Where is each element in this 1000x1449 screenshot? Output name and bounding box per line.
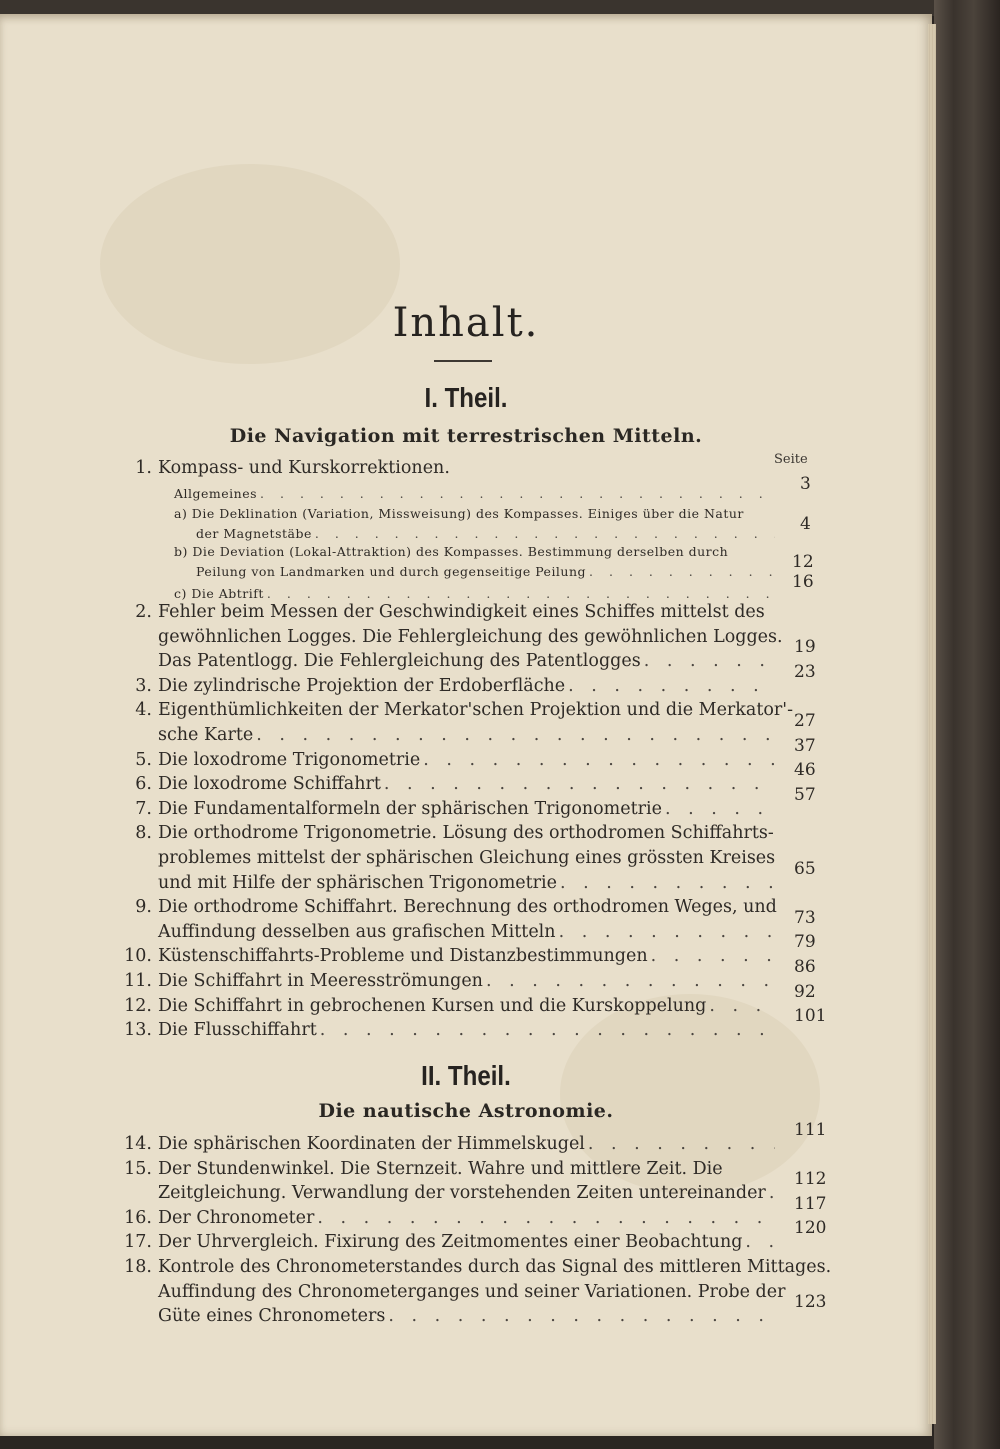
subentry-text: b) Die Deviation (Lokal-Attraktion) des Kompasses. Bestimmung derselben durch — [174, 544, 729, 559]
toc-entry — [124, 1207, 778, 1228]
page-number: 86 — [794, 957, 816, 977]
entry-number: 7. — [135, 798, 152, 819]
entry-title: sche Karte — [158, 725, 254, 745]
entry-title: gewöhnlichen Logges. Die Fehlergleichung des gewöhnlichen Logges. — [158, 626, 783, 647]
entry-title: Die orthodrome Trigonometrie. Lösung des orthodromen Schiffahrts- — [158, 823, 774, 844]
leader-dots — [745, 1232, 775, 1252]
page-number: 117 — [794, 1193, 827, 1214]
title-rule — [434, 360, 492, 362]
toc-entry — [135, 823, 778, 844]
toc-entry — [135, 675, 778, 696]
entry-title: Fehler beim Messen der Geschwindigkeit eines Schiffes mittelst des — [158, 602, 765, 622]
page-number: 101 — [794, 1006, 827, 1027]
toc-entry — [124, 1232, 778, 1253]
toc-entry-cont — [158, 651, 778, 671]
entry-number: 9. — [135, 897, 152, 918]
page-number: 46 — [794, 760, 816, 781]
subentry-text: a) Die Deklination (Variation, Missweisung) des Kompasses. Einiges über die Natur — [174, 506, 744, 521]
entry-number: 13. — [124, 1020, 152, 1041]
toc-entry — [124, 1020, 778, 1041]
entry-number: 8. — [135, 823, 152, 844]
entry-number: 2. — [135, 602, 152, 622]
page-number: 4 — [800, 514, 811, 534]
entry-title: Güte eines Chronometers — [158, 1306, 386, 1327]
leader-dots — [486, 971, 775, 991]
seite-label: Seite — [774, 452, 808, 467]
leader-dots — [568, 676, 775, 696]
entry-title: problemes mittelst der sphärischen Gleichung eines grössten Kreises — [158, 848, 776, 868]
page-number: 37 — [794, 735, 816, 756]
part-1-heading: I. Theil. — [424, 382, 508, 413]
page-number: 3 — [800, 474, 811, 494]
leader-dots — [423, 750, 775, 770]
leader-dots — [644, 651, 775, 671]
page-number: 12 — [792, 552, 814, 572]
page-number: 27 — [794, 711, 816, 731]
part-2-subtitle: Die nautische Astronomie. — [318, 1100, 614, 1122]
toc-entry — [135, 897, 778, 918]
leader-dots — [384, 774, 775, 794]
page-number: 111 — [794, 1120, 827, 1140]
part-1-subtitle: Die Navigation mit terrestrischen Mitteln. — [229, 425, 703, 447]
entry-title: Die loxodrome Trigonometrie — [158, 749, 421, 770]
toc-entry — [135, 700, 793, 721]
entry-number: 16. — [124, 1207, 152, 1228]
page-number: 65 — [794, 858, 816, 879]
leader-dots — [317, 1208, 775, 1228]
toc-entry-cont — [158, 725, 778, 745]
leader-dots — [651, 946, 775, 966]
entry-number: 14. — [124, 1134, 152, 1154]
toc-entry — [135, 774, 778, 795]
leader-dots — [665, 799, 775, 819]
toc-entry-cont — [158, 873, 778, 893]
entry-title: Die orthodrome Schiffahrt. Berechnung des orthodromen Weges, und — [158, 897, 777, 918]
entry-number: 3. — [135, 675, 152, 696]
entry-title: Eigenthümlichkeiten der Merkator'schen Projektion und die Merkator'- — [158, 700, 793, 721]
page-number: 19 — [794, 637, 816, 658]
toc-entry — [124, 1158, 778, 1179]
entry-title: Der Stundenwinkel. Die Sternzeit. Wahre und mittlere Zeit. Die — [158, 1158, 723, 1179]
entry-title: Das Patentlogg. Die Fehlergleichung des Patentlogges — [158, 651, 641, 672]
entry-title: Der Chronometer — [158, 1207, 315, 1228]
entry-title: Die Schiffahrt in Meeresströmungen — [158, 971, 483, 991]
entry-title: Auffindung des Chronometerganges und seiner Variationen. Probe der — [158, 1281, 786, 1302]
entry-title: Die Fundamentalformeln der sphärischen Trigonometrie — [158, 798, 662, 819]
page-number: 120 — [794, 1218, 827, 1239]
toc-subentry — [174, 544, 778, 559]
entry-number: 4. — [135, 700, 152, 721]
page-number: 73 — [794, 907, 816, 928]
entry-number: 18. — [124, 1257, 152, 1277]
toc-entry-cont — [158, 626, 783, 647]
leader-dots — [388, 1306, 775, 1326]
page-number: 16 — [792, 572, 814, 592]
entry-number: 11. — [124, 971, 152, 991]
toc-entry — [124, 971, 778, 991]
toc-entry — [124, 995, 778, 1016]
leader-dots — [560, 873, 775, 893]
entry-title: Die Schiffahrt in gebrochenen Kursen und die Kurskoppelung — [158, 995, 707, 1016]
entry-title: Kontrole des Chronometerstandes durch das Signal des mittleren Mittages. — [158, 1257, 832, 1277]
leader-dots — [267, 586, 775, 601]
toc-entry-cont — [158, 922, 778, 942]
entry-title: Auffindung desselben aus grafischen Mitteln — [158, 921, 556, 942]
subentry-text: Allgemeines — [174, 486, 258, 501]
toc-subentry-cont — [196, 526, 778, 541]
toc-entry — [124, 946, 778, 967]
toc-entry-cont — [158, 1306, 778, 1326]
toc-entry-cont — [158, 848, 778, 868]
leader-dots — [256, 725, 775, 745]
page-edge — [928, 24, 936, 1424]
part-2-heading: II. Theil. — [421, 1060, 511, 1091]
toc-entry-cont — [158, 1183, 778, 1203]
entry-title: Küstenschiffahrts-Probleme und Distanzbestimmungen — [158, 946, 648, 967]
leader-dots — [260, 486, 775, 501]
entry-number: 6. — [135, 774, 152, 795]
toc-entry — [135, 458, 778, 478]
page-number: 112 — [794, 1169, 827, 1190]
entry-number: 10. — [124, 946, 152, 967]
entry-title: Kompass- und Kurskorrektionen. — [158, 458, 450, 478]
toc-entry — [124, 1134, 778, 1154]
entry-number: 17. — [124, 1232, 152, 1253]
toc-subentry — [174, 586, 778, 601]
entry-title: Die sphärischen Koordinaten der Himmelskugel — [158, 1134, 585, 1154]
entry-number: 12. — [124, 995, 152, 1016]
entry-number: 5. — [135, 749, 152, 770]
page-number: 23 — [794, 661, 816, 682]
subentry-text: c) Die Abtrift — [174, 586, 264, 601]
toc-entry — [135, 798, 778, 819]
page-number: 92 — [794, 981, 816, 1002]
leader-dots — [315, 526, 775, 541]
toc-entry — [135, 749, 778, 770]
leader-dots — [559, 922, 775, 942]
page-title: Inhalt. — [392, 300, 540, 346]
page-number: 123 — [794, 1292, 827, 1313]
entry-title: Die Flusschiffahrt — [158, 1020, 317, 1041]
toc-entry — [135, 602, 778, 622]
toc-subentry — [174, 486, 778, 501]
toc-subentry-cont — [196, 564, 778, 579]
leader-dots — [320, 1020, 775, 1040]
leader-dots — [588, 1134, 775, 1154]
leader-dots — [709, 996, 775, 1016]
entry-title: Der Uhrvergleich. Fixirung des Zeitmomentes einer Beobachtung — [158, 1232, 743, 1253]
toc-entry — [124, 1257, 832, 1277]
entry-number: 1. — [135, 458, 152, 478]
leader-dots — [589, 564, 775, 579]
page-number: 79 — [794, 932, 816, 953]
subentry-text: der Magnetstäbe — [196, 526, 312, 541]
entry-title: Die zylindrische Projektion der Erdoberfläche — [158, 675, 566, 696]
book-spine — [934, 0, 1000, 1449]
leader-dots — [769, 1183, 775, 1203]
toc-entry-cont — [158, 1281, 786, 1302]
page-number: 57 — [794, 784, 816, 805]
entry-number: 15. — [124, 1158, 152, 1179]
toc-subentry — [174, 506, 778, 521]
entry-title: Zeitgleichung. Verwandlung der vorstehenden Zeiten untereinander — [158, 1183, 766, 1204]
subentry-text: Peilung von Landmarken und durch gegenseitige Peilung — [196, 564, 587, 579]
entry-title: Die loxodrome Schiffahrt — [158, 774, 381, 795]
entry-title: und mit Hilfe der sphärischen Trigonometrie — [158, 872, 558, 893]
